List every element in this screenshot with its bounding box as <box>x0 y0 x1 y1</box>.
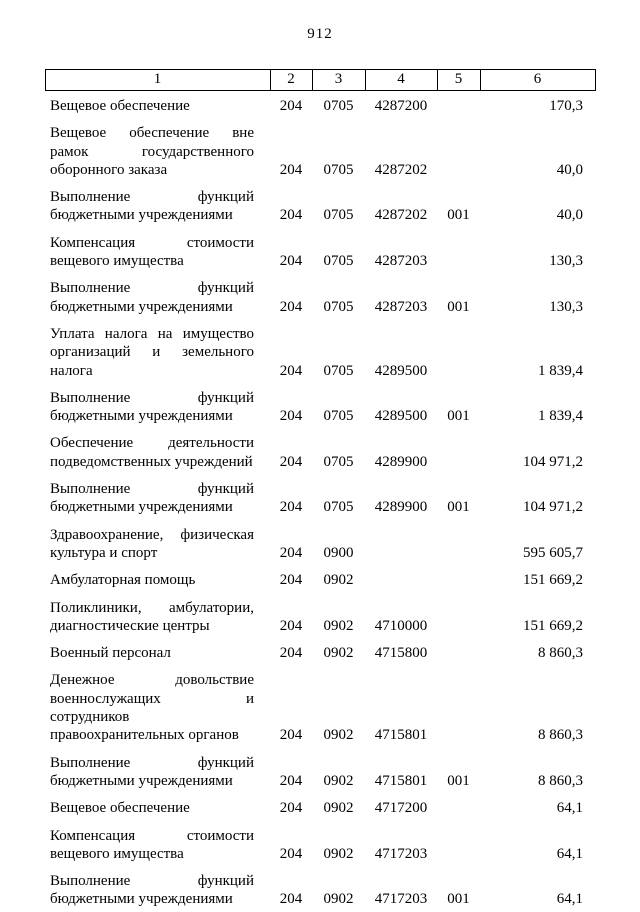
expense-type-cell: 001 <box>447 298 470 315</box>
target-item-cell <box>365 565 437 592</box>
target-item-cell: 4289900 <box>374 453 428 470</box>
section-cell: 0902 <box>323 727 354 744</box>
target-item-cell: 4289500 <box>374 362 428 379</box>
code-cell: 204 <box>279 772 303 789</box>
code-cell: 204 <box>279 800 303 817</box>
row-label-cell: Выполнение функций бюджетными учреждениями <box>50 754 254 789</box>
table-row <box>45 319 595 383</box>
section-cell: 0705 <box>323 98 354 114</box>
table-row <box>45 520 595 566</box>
amount-cell: 64,1 <box>556 891 583 908</box>
code-cell: 204 <box>279 453 303 470</box>
expense-type-cell <box>437 593 480 639</box>
section-cell: 0902 <box>323 617 354 634</box>
code-cell: 204 <box>279 408 303 425</box>
row-label-cell: Вещевое обеспечение <box>50 98 190 114</box>
amount-cell: 595 605,7 <box>523 544 583 561</box>
code-cell: 204 <box>279 298 303 315</box>
row-label-cell: Выполнение функций бюджетными учреждениями <box>50 873 254 908</box>
section-cell: 0705 <box>323 298 354 315</box>
expense-type-cell <box>437 91 480 119</box>
section-cell: 0705 <box>323 408 354 425</box>
expense-type-cell <box>437 665 480 747</box>
expense-type-cell <box>437 428 480 474</box>
column-header-4: 4 <box>365 70 437 91</box>
table-row <box>45 821 595 867</box>
expense-type-cell: 001 <box>447 207 470 224</box>
target-item-cell: 4717203 <box>374 891 428 908</box>
expense-type-cell <box>437 118 480 182</box>
table-row <box>45 593 595 639</box>
expense-type-cell: 001 <box>447 891 470 908</box>
table-row <box>45 273 595 319</box>
row-label-cell: Денежное довольствие военнослужащих и сотрудников правоохранительных органов <box>50 672 254 744</box>
target-item-cell: 4715801 <box>374 772 428 789</box>
expense-type-cell <box>437 228 480 274</box>
row-label-cell: Выполнение функций бюджетными учреждениями <box>50 481 254 516</box>
row-label-cell: Обеспечение деятельности подведомственных учреждений <box>50 435 254 470</box>
code-cell: 204 <box>279 845 303 862</box>
column-header-6: 6 <box>480 70 595 91</box>
code-cell: 204 <box>279 362 303 379</box>
table-header <box>45 70 595 91</box>
target-item-cell: 4715800 <box>374 645 428 662</box>
target-item-cell: 4287202 <box>374 207 428 224</box>
expense-type-cell <box>437 520 480 566</box>
amount-cell: 130,3 <box>549 253 583 270</box>
amount-cell: 104 971,2 <box>523 499 583 516</box>
amount-cell: 64,1 <box>556 800 583 817</box>
amount-cell: 40,0 <box>556 207 583 224</box>
budget-table <box>45 69 596 912</box>
expense-type-cell: 001 <box>447 408 470 425</box>
code-cell: 204 <box>279 572 303 589</box>
page-number: 912 <box>307 26 333 42</box>
section-cell: 0705 <box>323 161 354 178</box>
amount-cell: 1 839,4 <box>538 408 583 425</box>
table-row <box>45 665 595 747</box>
table-row <box>45 182 595 228</box>
expense-type-cell <box>437 793 480 820</box>
table-row <box>45 793 595 820</box>
amount-cell: 1 839,4 <box>538 362 583 379</box>
section-cell: 0705 <box>323 253 354 270</box>
target-item-cell: 4287202 <box>374 161 428 178</box>
column-header-2: 2 <box>270 70 312 91</box>
column-header-1: 1 <box>45 70 270 91</box>
section-cell: 0902 <box>323 772 354 789</box>
amount-cell: 151 669,2 <box>523 617 583 634</box>
section-cell: 0902 <box>323 645 354 662</box>
section-cell: 0705 <box>323 207 354 224</box>
row-label-cell: Компенсация стоимости вещевого имущества <box>50 234 254 270</box>
amount-cell: 64,1 <box>556 845 583 862</box>
section-cell: 0902 <box>323 800 354 817</box>
amount-cell: 130,3 <box>549 298 583 315</box>
table-row <box>45 638 595 665</box>
table-row <box>45 565 595 592</box>
table-row <box>45 428 595 474</box>
section-cell: 0705 <box>323 362 354 379</box>
amount-cell: 8 860,3 <box>538 772 583 789</box>
target-item-cell <box>365 520 437 566</box>
code-cell: 204 <box>279 891 303 908</box>
row-label-cell: Здравоохранение, физическая культура и спорт <box>50 526 254 561</box>
expense-type-cell <box>437 319 480 383</box>
amount-cell: 151 669,2 <box>523 572 583 589</box>
amount-cell: 104 971,2 <box>523 453 583 470</box>
code-cell: 204 <box>279 617 303 634</box>
target-item-cell: 4287203 <box>374 298 428 315</box>
table-row <box>45 91 595 119</box>
column-header-3: 3 <box>312 70 365 91</box>
table-row <box>45 118 595 182</box>
amount-cell: 40,0 <box>556 161 583 178</box>
code-cell: 204 <box>279 253 303 270</box>
table-row <box>45 748 595 794</box>
expense-type-cell <box>437 565 480 592</box>
expense-type-cell <box>437 821 480 867</box>
code-cell: 204 <box>279 499 303 516</box>
table-body <box>45 91 595 912</box>
section-cell: 0902 <box>323 845 354 862</box>
code-cell: 204 <box>279 544 303 561</box>
target-item-cell: 4717200 <box>374 800 428 817</box>
amount-cell: 8 860,3 <box>538 645 583 662</box>
table-row <box>45 228 595 274</box>
section-cell: 0705 <box>323 453 354 470</box>
expense-type-cell <box>437 638 480 665</box>
target-item-cell: 4289500 <box>374 408 428 425</box>
target-item-cell: 4289900 <box>374 499 428 516</box>
header-row <box>45 70 595 91</box>
section-cell: 0902 <box>323 891 354 908</box>
row-label-cell: Выполнение функций бюджетными учреждениями <box>50 280 254 315</box>
target-item-cell: 4715801 <box>374 727 428 744</box>
code-cell: 204 <box>279 98 303 114</box>
table-row <box>45 474 595 520</box>
row-label-cell: Выполнение функций бюджетными учреждениями <box>50 389 254 425</box>
section-cell: 0900 <box>323 544 354 561</box>
target-item-cell: 4287200 <box>374 98 428 114</box>
row-label-cell: Военный персонал <box>50 645 171 662</box>
row-label-cell: Вещевое обеспечение вне рамок государственного оборонного заказа <box>50 125 254 178</box>
table-row <box>45 383 595 429</box>
section-cell: 0902 <box>323 572 354 589</box>
row-label-cell: Уплата налога на имущество организаций и земельного налога <box>50 325 254 379</box>
row-label-cell: Выполнение функций бюджетными учреждениями <box>50 189 254 224</box>
row-label-cell: Амбулаторная помощь <box>50 572 196 589</box>
amount-cell: 170,3 <box>549 98 583 114</box>
expense-type-cell: 001 <box>447 772 470 789</box>
amount-cell: 8 860,3 <box>538 727 583 744</box>
target-item-cell: 4717203 <box>374 845 428 862</box>
target-item-cell: 4710000 <box>374 617 428 634</box>
code-cell: 204 <box>279 207 303 224</box>
section-cell: 0705 <box>323 499 354 516</box>
code-cell: 204 <box>279 161 303 178</box>
row-label-cell: Компенсация стоимости вещевого имущества <box>50 827 254 862</box>
code-cell: 204 <box>279 727 303 744</box>
expense-type-cell: 001 <box>447 499 470 516</box>
target-item-cell: 4287203 <box>374 253 428 270</box>
row-label-cell: Поликлиники, амбулатории, диагностические центры <box>50 599 254 634</box>
code-cell: 204 <box>279 645 303 662</box>
row-label-cell: Вещевое обеспечение <box>50 800 190 817</box>
column-header-5: 5 <box>437 70 480 91</box>
